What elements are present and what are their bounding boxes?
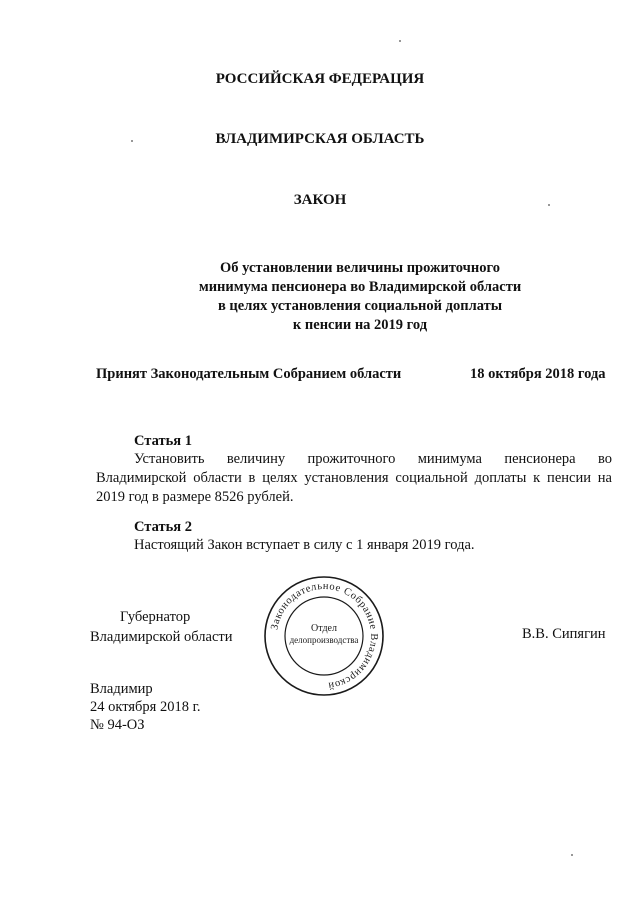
law-title-line: минимума пенсионера во Владимирской области [198,279,522,295]
article-2-heading: Статья 2 [134,519,192,535]
signatory-title [90,607,233,647]
law-title-line: в целях установления социальной доплаты [217,298,503,314]
law-title-line: к пенсии на 2019 год [292,317,428,333]
stamp-center-line1: Отдел [311,623,337,634]
law-title-line: Об установлении величины прожиточного [220,260,500,276]
signing-date: 24 октября 2018 г. [90,699,201,715]
signing-city: Владимир [90,681,153,697]
scan-speck [399,40,401,42]
header-region: ВЛАДИМИРСКАЯ ОБЛАСТЬ [215,131,425,147]
scan-speck [571,854,573,856]
article-2-text: Настоящий Закон вступает в силу с 1 января 2019 года. [134,537,475,553]
office-stamp [262,574,386,698]
signatory-title-line2: Владимирской области [90,629,233,645]
stamp-ring-textpath: Законодательное Собрание Владимирской [269,580,380,691]
law-title [140,259,580,335]
adoption-date: 18 октября 2018 года [470,366,606,382]
stamp-center-line2: делопроизводства [289,635,359,645]
header-country: РОССИЙСКАЯ ФЕДЕРАЦИЯ [215,71,425,87]
article-1-text: Установить величину прожиточного минимума пенсионера во Владимирской области в целях установления социальной доплаты к пенсии на 2019 год в размере 8526 рублей. [96,451,612,505]
signatory-name: В.В. Сипягин [522,626,606,642]
document-type: ЗАКОН [293,192,347,208]
signatory-title-line1: Губернатор [120,609,191,625]
adoption-line [96,365,616,383]
law-number: № 94-ОЗ [90,717,145,733]
signing-details [90,680,201,734]
article-1-heading: Статья 1 [134,433,192,449]
adoption-label: Принят Законодательным Собранием области [96,366,402,382]
